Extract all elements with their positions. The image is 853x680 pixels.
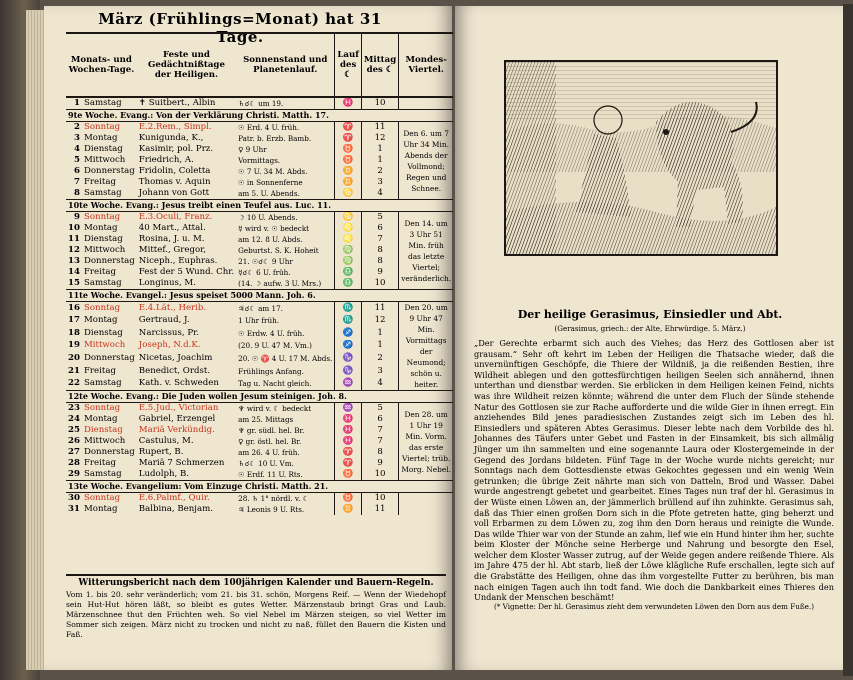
cell-sun: ☉ in Sonnenferne	[238, 178, 303, 187]
cell-wd: Montag	[83, 223, 118, 233]
weather-text: Vom 1. bis 20. sehr veränderlich; vom 21. bis 31. schön, Morgens Reif. — Wenn der Wiedehopf sein Hut-Hut hören läßt, so bleibt es gutes Wetter. Märzenstaub bringt Gras und Laub. Märzenschnee thut den Früchten weh. So viel Nebel im Märzen steigen, so viel Wetter im Sommer sich zeigen. März nicht zu trocken und nicht zu naß, füllet den Bauern die Kisten und Faß.	[66, 590, 446, 639]
cell-day: 14	[68, 267, 80, 277]
cell-mit: 10	[361, 278, 398, 290]
day-row	[66, 436, 453, 447]
cell-wd: Freitag	[83, 177, 116, 187]
story-title: Der heilige Gerasimus, Einsiedler und Abt.	[517, 308, 783, 321]
day-row	[66, 315, 453, 328]
engraving-saint-lion	[504, 60, 778, 256]
cell-sun: am 12. 8 U. Abds.	[238, 235, 303, 244]
cell-feast: Mariä Verkündig.	[138, 425, 215, 435]
cell-feast: Longinus, M.	[138, 278, 196, 288]
day-row	[66, 302, 453, 315]
cell-wd: Samstag	[83, 469, 122, 479]
day-row	[66, 447, 453, 458]
day-row	[66, 177, 453, 188]
day-row	[66, 122, 453, 134]
cell-day: 27	[68, 447, 80, 457]
cell-day: 12	[68, 245, 80, 255]
cell-feast: 40 Mart., Attal.	[138, 223, 206, 233]
cell-sun: ☉ Erd. 4 U. früh.	[238, 123, 300, 132]
cell-mit: 9	[361, 458, 398, 469]
cell-sign: ♈	[335, 133, 362, 144]
cell-sign: ♈	[335, 458, 362, 469]
cell-sign: ♍	[335, 256, 362, 267]
header-viertel: Mondes-Viertel.	[399, 33, 453, 97]
cell-sun: ☉ Erdf. 11 U. Rts.	[238, 470, 303, 479]
cell-wd: Montag	[83, 133, 118, 143]
cell-sign: ♒	[335, 403, 362, 415]
cell-feast: Rupert, B.	[138, 447, 184, 457]
day-row	[66, 212, 453, 224]
vignette-caption: (* Vignette: Der hl. Gerasimus zieht dem verwundeten Löwen den Dorn aus dem Fuße.)	[493, 602, 814, 611]
cell-wd: Dienstag	[83, 425, 123, 435]
cell-sun: Patr. b. Erzb. Bamb.	[238, 134, 312, 143]
cell-sun: ☿ wird v. ☉ bedeckt	[238, 224, 310, 233]
week-row	[66, 391, 453, 403]
day-row	[66, 256, 453, 267]
cell-sun: ☿☌☾ 6 U. früh.	[238, 268, 291, 277]
cell-mit: 1	[361, 340, 398, 353]
moon-quarter-empty	[399, 97, 453, 110]
cell-wd: Dienstag	[83, 327, 123, 338]
cell-day: 3	[73, 133, 80, 143]
cell-sun: ♆ gr. südl. hel. Br.	[238, 426, 305, 435]
cell-day: 1	[73, 98, 80, 108]
engraving-image	[506, 62, 776, 254]
week-gospel: 10te Woche. Evang.: Jesus treibt einen Teufel aus. Luc. 11.	[66, 200, 453, 212]
cell-feast: Narcissus, Pr.	[138, 327, 200, 338]
cell-wd: Freitag	[83, 267, 116, 277]
cell-mit: 1	[361, 327, 398, 340]
cell-sign: ♋	[335, 188, 362, 200]
cell-wd: Sonntag	[83, 212, 121, 222]
cell-mit: 10	[361, 493, 398, 505]
cell-feast: Thomas v. Aquin	[138, 177, 211, 187]
week-row	[66, 110, 453, 122]
cell-mit: 4	[361, 188, 398, 200]
cell-day: 30	[68, 493, 80, 503]
cell-sun: ♆ wird v. ☾ bedeckt	[238, 404, 312, 413]
cell-wd: Mittwoch	[83, 155, 126, 165]
day-row	[66, 166, 453, 177]
cell-sign: ♓	[335, 436, 362, 447]
cell-sign: ♉	[335, 155, 362, 166]
cell-sign: ♐	[335, 327, 362, 340]
cell-day: 24	[68, 414, 80, 424]
cell-mit: 10	[361, 97, 398, 110]
cell-feast: Johann von Gott	[138, 188, 210, 198]
week-gospel: 9te Woche. Evang.: Von der Verklärung Christi. Matth. 17.	[66, 110, 453, 122]
cell-sun: 20. ☉ ♈ 4 U. 17 M. Abds.	[238, 354, 333, 364]
cell-mit: 6	[361, 223, 398, 234]
day-row	[66, 155, 453, 166]
day-row	[66, 425, 453, 436]
cell-day: 19	[68, 340, 80, 351]
cell-feast: Nicetas, Joachim	[138, 353, 213, 364]
moon-quarter-note: Den 20. um 9 Uhr 47 Min. Vormittags der Neumond; schön u. heiter.	[399, 302, 453, 391]
cell-sun: 1 Uhr früh.	[238, 316, 280, 326]
cell-wd: Donnerstag	[83, 353, 135, 364]
day-row	[66, 234, 453, 245]
day-row	[66, 365, 453, 378]
cell-sun: ☉ Erdw. 4 U. früh.	[238, 328, 305, 338]
cell-sign: ♍	[335, 245, 362, 256]
cell-feast: Mittef., Gregor,	[138, 245, 207, 255]
cell-feast: Castulus, M.	[138, 436, 194, 446]
cell-day: 9	[73, 212, 80, 222]
cell-feast: Friedrich, A.	[138, 155, 194, 165]
day-row	[66, 458, 453, 469]
day-row	[66, 352, 453, 365]
cell-day: 7	[73, 177, 80, 187]
book-cover-right	[843, 4, 853, 676]
cell-feast: Fridolin, Coletta	[138, 166, 211, 176]
cell-mit: 8	[361, 447, 398, 458]
cell-day: 16	[68, 302, 80, 313]
week-gospel: 11te Woche. Evangel.: Jesus speiset 5000 Mann. Joh. 6.	[66, 290, 453, 302]
cell-wd: Montag	[83, 414, 118, 424]
cell-wd: Donnerstag	[83, 447, 135, 457]
cell-sun: am 25. Mittags	[238, 415, 294, 424]
cell-wd: Montag	[83, 315, 118, 326]
weather-title: Witterungsbericht nach dem 100jährigen Kalender und Bauern-Regeln.	[66, 574, 446, 588]
cell-mit: 7	[361, 425, 398, 436]
cell-sign: ♑	[335, 352, 362, 365]
day-row	[66, 504, 453, 515]
week-gospel: 12te Woche. Evang.: Die Juden wollen Jesum steinigen. Joh. 8.	[66, 391, 453, 403]
cell-sign: ♌	[335, 223, 362, 234]
moon-quarter-note: Den 28. um 1 Uhr 19 Min. Vorm. das erste Viertel; trüb. Morg. Nebel.	[399, 403, 453, 481]
cell-day: 26	[68, 436, 80, 446]
cell-sign: ♐	[335, 340, 362, 353]
cell-sign: ♉	[335, 493, 362, 505]
cell-wd: Dienstag	[83, 234, 123, 244]
cell-mit: 5	[361, 403, 398, 415]
cell-mit: 8	[361, 245, 398, 256]
cell-sun: Vormittags.	[238, 156, 281, 165]
cell-day: 29	[68, 469, 80, 479]
cell-sign: ♏	[335, 302, 362, 315]
cell-sign: ♊	[335, 504, 362, 515]
cell-day: 15	[68, 278, 80, 288]
cell-wd: Samstag	[83, 188, 122, 198]
day-row	[66, 493, 453, 505]
header-mittag: Mittag des ☾	[361, 33, 398, 97]
cell-feast: Balbina, Benjam.	[138, 504, 213, 514]
cell-wd: Sonntag	[83, 403, 121, 413]
cell-sun: ♄☌☾ um 19.	[238, 99, 284, 108]
cell-sun: ☉ 7 U. 34 M. Abds.	[238, 167, 308, 176]
cell-day: 4	[73, 144, 80, 154]
cell-wd: Sonntag	[83, 302, 121, 313]
cell-sign: ♓	[335, 425, 362, 436]
cell-feast: Joseph, N.d.K.	[138, 340, 201, 351]
cell-wd: Samstag	[83, 278, 122, 288]
cell-day: 25	[68, 425, 80, 435]
cell-day: 6	[73, 166, 80, 176]
cell-mit: 11	[361, 122, 398, 134]
day-row	[66, 327, 453, 340]
cell-sun: ♃☌☾ am 17.	[238, 303, 283, 313]
cell-day: 8	[73, 188, 80, 198]
cell-feast: ✝ Suitbert., Albin	[138, 98, 216, 108]
cell-sun: Geburtst. S. K. Hoheit	[238, 246, 319, 255]
day-row	[66, 340, 453, 353]
cell-wd: Freitag	[83, 365, 116, 376]
cell-sign: ♎	[335, 267, 362, 278]
cell-mit: 2	[361, 166, 398, 177]
cell-mit: 4	[361, 377, 398, 390]
cell-wd: Mittwoch	[83, 340, 126, 351]
moon-quarter-empty	[399, 493, 453, 505]
day-row	[66, 278, 453, 290]
cell-wd: Montag	[83, 504, 118, 514]
cell-day: 21	[68, 365, 80, 376]
day-row	[66, 469, 453, 481]
cell-day: 18	[68, 327, 80, 338]
day-row	[66, 144, 453, 155]
cell-sign: ♉	[335, 144, 362, 155]
cell-feast: Gertraud, J.	[138, 315, 190, 326]
cell-sun: am 26. 4 U. früh.	[238, 448, 300, 457]
cell-feast: Ludolph, B.	[138, 469, 190, 479]
day-row	[66, 377, 453, 390]
cell-mit: 1	[361, 155, 398, 166]
week-gospel: 13te Woche. Evangelium: Vom Einzuge Christi. Matth. 21.	[66, 481, 453, 493]
cell-sun: ♀ 9 Uhr	[238, 145, 267, 154]
cell-sign: ♓	[335, 414, 362, 425]
calendar-title: März (Frühlings=Monat) hat 31 Tage.	[98, 10, 382, 46]
header-sonnenstand: Sonnenstand und Planetenlauf.	[236, 33, 335, 97]
cell-feast: E.6.Palmf., Quir.	[138, 493, 210, 503]
calendar-table	[66, 32, 453, 515]
cell-day: 20	[68, 353, 80, 364]
cell-mit: 11	[361, 302, 398, 315]
cell-feast: Kath. v. Schweden	[138, 378, 219, 389]
cell-mit: 2	[361, 352, 398, 365]
cell-feast: Gabriel, Erzengel	[138, 414, 216, 424]
cell-mit: 10	[361, 469, 398, 481]
cell-feast: Kasimir, pol. Prz.	[138, 144, 214, 154]
week-row	[66, 200, 453, 212]
cell-sun: 21. ☉☌☾ 9 Uhr	[238, 257, 293, 266]
cell-wd: Samstag	[83, 98, 122, 108]
day-row	[66, 267, 453, 278]
cell-sign: ♎	[335, 278, 362, 290]
weather-report	[66, 574, 446, 640]
moon-quarter-note: Den 6. um 7 Uhr 34 Min. Abends der Vollmond; Regen und Schnee.	[399, 122, 453, 200]
header-feste: Feste und Gedächtnißtage der Heiligen.	[137, 33, 236, 97]
cell-sun: am 5. U. Abends.	[238, 189, 300, 198]
cell-wd: Mittwoch	[83, 436, 126, 446]
cell-wd: Donnerstag	[83, 256, 135, 266]
cell-sun: (14. ☽ aufw. 3 U. Mrs.)	[238, 279, 322, 288]
cell-day: 13	[68, 256, 80, 266]
story-text: „Der Gerechte erbarmt sich auch des Viehes; das Herz des Gottlosen aber ist grausam.“ Sehr oft kehrt im Leben der Heiligen die Thatsache wieder, daß die unvernünftigen Geschöpfe, die Thiere der Wildniß, ja die reißenden Bestien, ihre Wildheit ablegen und den gottesfürchtigen heiligen Seelen sich annähernd, ihnen unterthan und dienstbar werden. Sie erblicken in dem Heiligen keinen Feind, nichts was ihre Wildheit reizen könnte; während die unter dem Fluch der Sünde stehende Natur des Gottlosen sie zur Rache aufforderte und die wilde Gier in ihnen erregt. Ein anziehendes Bild jenes paradiesischen Zustandes zeigt sich im Leben des hl. Einsiedlers und späteren Abtes Gerasimus. Dieser lebte nach dem Vorbilde des hl. Johannes des Täufers unter Gebet und Fasten in der Einsamkeit, bis sich allmälig Jünger um ihn sammelten und eine sogenannte Laura oder Klostergemeinde in der Gegend des Jordans bildeten. Fünf Tage in der Woche wurde nichts gereicht; nur Sonntags nach dem Gottesdienste etwas Gekochtes gegessen und ein wenig Wein getrunken; die übrige Zeit nährte man sich von Datteln, Brod und Wasser. Dabei wurde angestrengt gebetet und gearbeitet. Eines Tages nun traf der hl. Gerasimus in der Wüste einen Löwen an, der jämmerlich brüllend auf ihn zuhinkte. Gerasimus sah, daß das Thier einen großen Dorn sich in die Pfote getreten hatte, ging beherzt und voll Erbarmen zu dem Löwen zu, zog ihm den Dorn heraus und reinigte die Wunde. Das wilde Thier war von der Stunde an zahm, lief wie ein Hund hinter ihm her, suchte beim Kloster der Mönche seine Herberge und Nahrung und besorgte den Esel, welcher dem Kloster Wasser zutrug, auf der Weide gegen andere reißende Thiere. Als im Jahre 475 der hl. Abt starb, ließ der Löwe klägliche Rufe erschallen, legte sich auf die Grabstätte des Heiligen, ohne das ihm vorgestellte Futter zu berühren, bis man nach einigen Tagen auch ihn todt fand. Wie doch die Dankbarkeit eines Thieres den Undank der Menschen beschämt!	[474, 338, 834, 603]
day-row	[66, 133, 453, 144]
cell-day: 22	[68, 378, 80, 389]
cell-mit: 6	[361, 414, 398, 425]
cell-day: 23	[68, 403, 80, 413]
cell-sun: 28. ♄ 1° nördl. v. ☾	[238, 494, 310, 503]
cell-feast: Kunigunda, K.,	[138, 133, 204, 143]
cell-sign: ♒	[335, 377, 362, 390]
cell-wd: Sonntag	[83, 493, 121, 503]
day-row	[66, 245, 453, 256]
cell-sun: ☽ 10 U. Abends.	[238, 213, 298, 222]
moon-quarter-note: Den 14. um 3 Uhr 51 Min. früh das letzte Viertel; veränderlich.	[399, 212, 453, 290]
story-subtitle: (Gerasimus, griech.: der Alte, Ehrwürdige. 5. März.)	[554, 324, 746, 333]
cell-sign: ♉	[335, 469, 362, 481]
cell-sun: Tag u. Nacht gleich.	[238, 379, 312, 389]
cell-day: 28	[68, 458, 80, 468]
cell-feast: Benedict, Ordst.	[138, 365, 211, 376]
cell-wd: Dienstag	[83, 144, 123, 154]
cell-sign: ♈	[335, 447, 362, 458]
cell-feast: Rosina, J. u. M.	[138, 234, 205, 244]
cell-sign: ♊	[335, 177, 362, 188]
cell-mit: 5	[361, 212, 398, 224]
cell-mit: 1	[361, 144, 398, 155]
cell-wd: Sonntag	[83, 122, 121, 132]
cell-feast: E.3.Oculi, Franz.	[138, 212, 213, 222]
cell-day: 10	[68, 223, 80, 233]
day-row	[66, 223, 453, 234]
cell-mit: 11	[361, 504, 398, 515]
week-row	[66, 481, 453, 493]
cell-mit: 9	[361, 267, 398, 278]
cell-sign: ♋	[335, 212, 362, 224]
day-row	[66, 97, 453, 110]
cell-wd: Mittwoch	[83, 245, 126, 255]
day-row	[66, 414, 453, 425]
cell-sign: ♊	[335, 166, 362, 177]
cell-sun: Frühlings Anfang.	[238, 366, 304, 376]
cell-day: 17	[68, 315, 80, 326]
day-row	[66, 188, 453, 200]
cell-feast: E.4.Lät., Herib.	[138, 302, 207, 313]
cell-day: 11	[68, 234, 80, 244]
cell-sun: (20. 9 U. 47 M. Vm.)	[238, 341, 312, 351]
cell-day: 31	[68, 504, 80, 514]
week-row	[66, 290, 453, 302]
day-row	[66, 403, 453, 415]
moon-quarter-empty	[399, 504, 453, 515]
cell-day: 5	[73, 155, 80, 165]
cell-sign: ♌	[335, 234, 362, 245]
cell-mit: 3	[361, 177, 398, 188]
cell-sun: ♀ gr. östl. hel. Br.	[238, 437, 302, 446]
header-lauf: Lauf des ☾	[335, 33, 362, 97]
cell-sign: ♏	[335, 315, 362, 328]
cell-day: 2	[73, 122, 80, 132]
cell-wd: Freitag	[83, 458, 116, 468]
cell-mit: 12	[361, 133, 398, 144]
cell-mit: 7	[361, 436, 398, 447]
cell-mit: 7	[361, 234, 398, 245]
cell-mit: 8	[361, 256, 398, 267]
cell-sign: ♈	[335, 122, 362, 134]
cell-feast: E.5.Jud., Victorian	[138, 403, 219, 413]
cell-feast: E.2.Rem., Simpl.	[138, 122, 212, 132]
cell-wd: Donnerstag	[83, 166, 135, 176]
cell-sign: ♑	[335, 365, 362, 378]
cell-sign: ♓	[335, 97, 362, 110]
cell-mit: 3	[361, 365, 398, 378]
cell-wd: Samstag	[83, 378, 122, 389]
cell-feast: Mariä 7 Schmerzen	[138, 458, 225, 468]
cell-mit: 12	[361, 315, 398, 328]
cell-sun: ♄☌☾ 10 U. Vm.	[238, 459, 294, 468]
cell-feast: Fest der 5 Wund. Chr.	[138, 267, 235, 277]
cell-feast: Niceph., Euphras.	[138, 256, 218, 266]
cell-sun: ♃ Leonis 9 U. Rts.	[238, 505, 305, 514]
header-monats-tage: Monats- und Wochen-Tage.	[66, 33, 137, 97]
